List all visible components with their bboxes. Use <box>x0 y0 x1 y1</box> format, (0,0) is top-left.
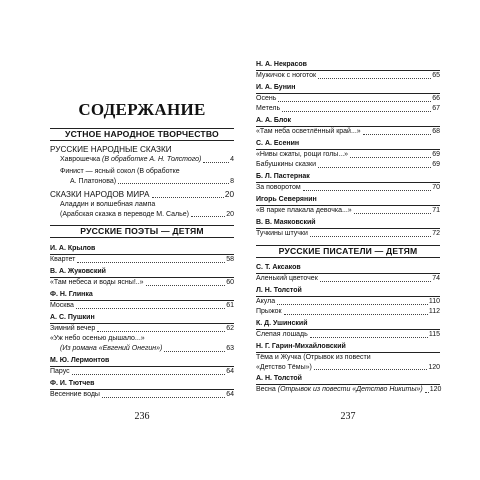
toc-entry: Тёма и Жучка (Отрывок из повести «Детство Тёмы») 120 <box>256 354 440 371</box>
toc-entry-title: (Из романа «Евгений Онегин») <box>60 345 163 352</box>
toc-entry-title: (Отрывок из повести «Детство Никиты») <box>277 386 423 393</box>
leader-dots <box>363 134 432 135</box>
toc-entry <box>256 160 440 170</box>
leader-dots <box>152 197 224 198</box>
author-name: Н. А. Некрасов <box>256 61 307 68</box>
author-name: Б. Л. Пастернак <box>256 173 310 180</box>
leader-dots <box>146 285 226 286</box>
toc-entry-title: «Детство Тёмы») <box>256 363 312 371</box>
author-name: А. А. Блок <box>256 117 292 124</box>
toc-page-number: 72 <box>432 230 440 237</box>
toc-entry <box>50 390 234 400</box>
author-name: Н. Г. Гарин-Михайловский <box>256 343 346 350</box>
toc-page-number: 58 <box>226 256 234 263</box>
toc-entry-title: Осень <box>256 95 277 102</box>
toc-entry <box>50 334 234 344</box>
leader-dots <box>97 331 225 332</box>
toc-entry-title: «В парке плакала девочка...» <box>256 207 352 214</box>
author-name: В. В. Маяковский <box>256 219 316 226</box>
author-name: И. А. Бунин <box>256 84 296 91</box>
toc-page-number: 63 <box>226 345 234 352</box>
leader-dots <box>354 213 432 214</box>
toc-entry <box>50 367 234 377</box>
section-heading-poets: РУССКИЕ ПОЭТЫ — ДЕТЯМ <box>80 226 204 236</box>
toc-entry <box>50 324 234 334</box>
toc-entry <box>256 297 440 307</box>
toc-entry-title: Тучкины штучки <box>256 230 308 237</box>
toc-page-number: 64 <box>226 368 234 375</box>
author-name: К. Д. Ушинский <box>256 320 308 327</box>
leader-dots <box>318 78 431 79</box>
toc-entry-title: (В обработке <box>137 168 180 175</box>
toc-page-number: 8 <box>230 177 234 185</box>
author-name: Л. Н. Толстой <box>256 287 302 294</box>
toc-entry-title: (В обработке А. Н. Толстого) <box>102 156 202 163</box>
toc-entry-title: Слепая лошадь <box>256 331 308 338</box>
toc-entry <box>256 71 440 81</box>
toc-page-number: 120 <box>428 363 440 371</box>
leader-dots <box>284 314 428 315</box>
leader-dots <box>282 111 431 112</box>
toc-entry-title: Прыжок <box>256 308 282 315</box>
toc-entry-title: «Там небеса и воды ясны!..» <box>50 279 144 286</box>
left-page <box>50 58 234 458</box>
author-name: В. А. Жуковский <box>50 268 106 275</box>
toc-page-number: 120 <box>429 386 442 393</box>
page-number-left: 236 <box>134 411 150 422</box>
toc-entry-title: Бабушкины сказки <box>256 161 316 168</box>
toc-entry-title: РУССКИЕ НАРОДНЫЕ СКАЗКИ <box>50 145 172 154</box>
toc-entry-title: СКАЗКИ НАРОДОВ МИРА <box>50 190 150 199</box>
leader-dots <box>277 304 428 305</box>
toc-entry-title: А. Платонова) <box>70 177 117 185</box>
toc-entry-title: За поворотом <box>256 184 301 191</box>
toc-entry-title: Акула <box>256 298 276 305</box>
toc-page-number: 69 <box>432 161 440 168</box>
leader-dots <box>318 167 431 168</box>
toc-page-number: 4 <box>230 156 234 163</box>
leader-dots <box>203 162 229 163</box>
toc-page-number: 69 <box>432 151 440 158</box>
toc-entry-title: (Отрывок из повести <box>303 354 371 361</box>
toc-entry-title: «Нивы сжаты, рощи голы...» <box>256 151 349 158</box>
leader-dots <box>191 216 225 217</box>
leader-dots <box>77 262 225 263</box>
toc-page-number: 20 <box>226 210 234 218</box>
toc-page-number: 71 <box>432 207 440 214</box>
section-heading-writers: РУССКИЕ ПИСАТЕЛИ — ДЕТЯМ <box>278 246 418 256</box>
leader-dots <box>320 281 431 282</box>
toc-entry <box>256 206 440 216</box>
toc-group-world-tales <box>50 189 234 200</box>
toc-page-number: 65 <box>432 72 440 79</box>
leader-dots <box>118 183 229 184</box>
toc-entry-title: Метель <box>256 105 281 112</box>
toc-page-number: 67 <box>432 105 440 112</box>
toc-entry-title: (Арабская сказка в переводе М. Салье) <box>60 210 189 218</box>
toc-entry-title: Квартет <box>50 256 76 263</box>
toc-page-number: 60 <box>226 279 234 286</box>
toc-entry <box>256 94 440 104</box>
toc-page-number: 64 <box>226 391 234 398</box>
toc-entry-title: Парус <box>50 368 70 375</box>
author-name: И. А. Крылов <box>50 245 96 252</box>
toc-entry <box>256 104 440 114</box>
toc-page-number: 112 <box>428 308 440 315</box>
leader-dots <box>303 190 431 191</box>
toc-entry <box>50 278 234 288</box>
toc-entry-title: Аленький цветочек <box>256 275 318 282</box>
leader-dots <box>72 374 226 375</box>
toc-title: СОДЕРЖАНИЕ <box>78 100 206 119</box>
toc-entry <box>50 255 234 265</box>
leader-dots <box>314 369 427 370</box>
toc-page-number: 20 <box>224 190 234 199</box>
leader-dots <box>102 397 225 398</box>
author-name: А. Н. Толстой <box>256 375 302 382</box>
author-name: Ф. Н. Глинка <box>50 291 93 298</box>
toc-page-number: 62 <box>226 325 234 332</box>
toc-entry <box>256 385 440 395</box>
author-name: А. С. Пушкин <box>50 314 95 321</box>
section-heading-folk: УСТНОЕ НАРОДНОЕ ТВОРЧЕСТВО <box>65 129 219 139</box>
toc-entry <box>256 307 440 317</box>
toc-entry: Аладдин и волшебная лампа (Арабская сказка в переводе М. Салье) 20 <box>60 201 234 218</box>
author-name: Ф. И. Тютчев <box>50 380 95 387</box>
toc-entry: Финист — ясный сокол (В обработке А. Платонова) 8 <box>60 168 234 185</box>
toc-page-number: 68 <box>432 128 440 135</box>
toc-entry-title: «Уж небо осенью дышало...» <box>50 335 145 342</box>
author-name: Игорь Северянин <box>256 196 317 203</box>
leader-dots <box>278 101 431 102</box>
toc-page-number: 61 <box>226 302 234 309</box>
toc-entry <box>256 150 440 160</box>
author-name: М. Ю. Лермонтов <box>50 357 110 364</box>
toc-entry-title: Весна (Отрывок из повести «Детство Никиты») <box>256 386 423 393</box>
right-page <box>256 58 440 458</box>
toc-entry <box>256 229 440 239</box>
author-name: С. А. Есенин <box>256 140 300 147</box>
toc-entry-title: Зимний вечер <box>50 325 96 332</box>
toc-page-number: 70 <box>432 184 440 191</box>
toc-entry-title: «Там неба осветлённый край...» <box>256 128 361 135</box>
toc-page-number: 115 <box>428 331 440 338</box>
toc-page-number: 74 <box>432 275 440 282</box>
toc-page-number: 110 <box>428 298 440 305</box>
toc-entry <box>50 155 234 165</box>
leader-dots <box>350 157 431 158</box>
leader-dots <box>164 351 225 352</box>
leader-dots <box>76 308 225 309</box>
toc-entry-title: Мужичок с ноготок <box>256 72 317 79</box>
toc-entry <box>256 330 440 340</box>
toc-page-number: 66 <box>432 95 440 102</box>
toc-entry-title: Весенние воды <box>50 391 100 398</box>
toc-entry-title: Хаврошечка (В обработке А. Н. Толстого) <box>60 156 202 163</box>
leader-dots <box>425 392 429 393</box>
toc-entry-title: Москва <box>50 302 74 309</box>
page-number-right: 237 <box>340 411 356 422</box>
leader-dots <box>310 337 428 338</box>
toc-entry <box>50 344 234 354</box>
toc-entry <box>50 301 234 311</box>
toc-entry <box>256 183 440 193</box>
author-name: С. Т. Аксаков <box>256 264 301 271</box>
toc-entry <box>256 127 440 137</box>
toc-entry <box>256 274 440 284</box>
leader-dots <box>310 236 431 237</box>
toc-group-russian-tales <box>50 144 234 155</box>
